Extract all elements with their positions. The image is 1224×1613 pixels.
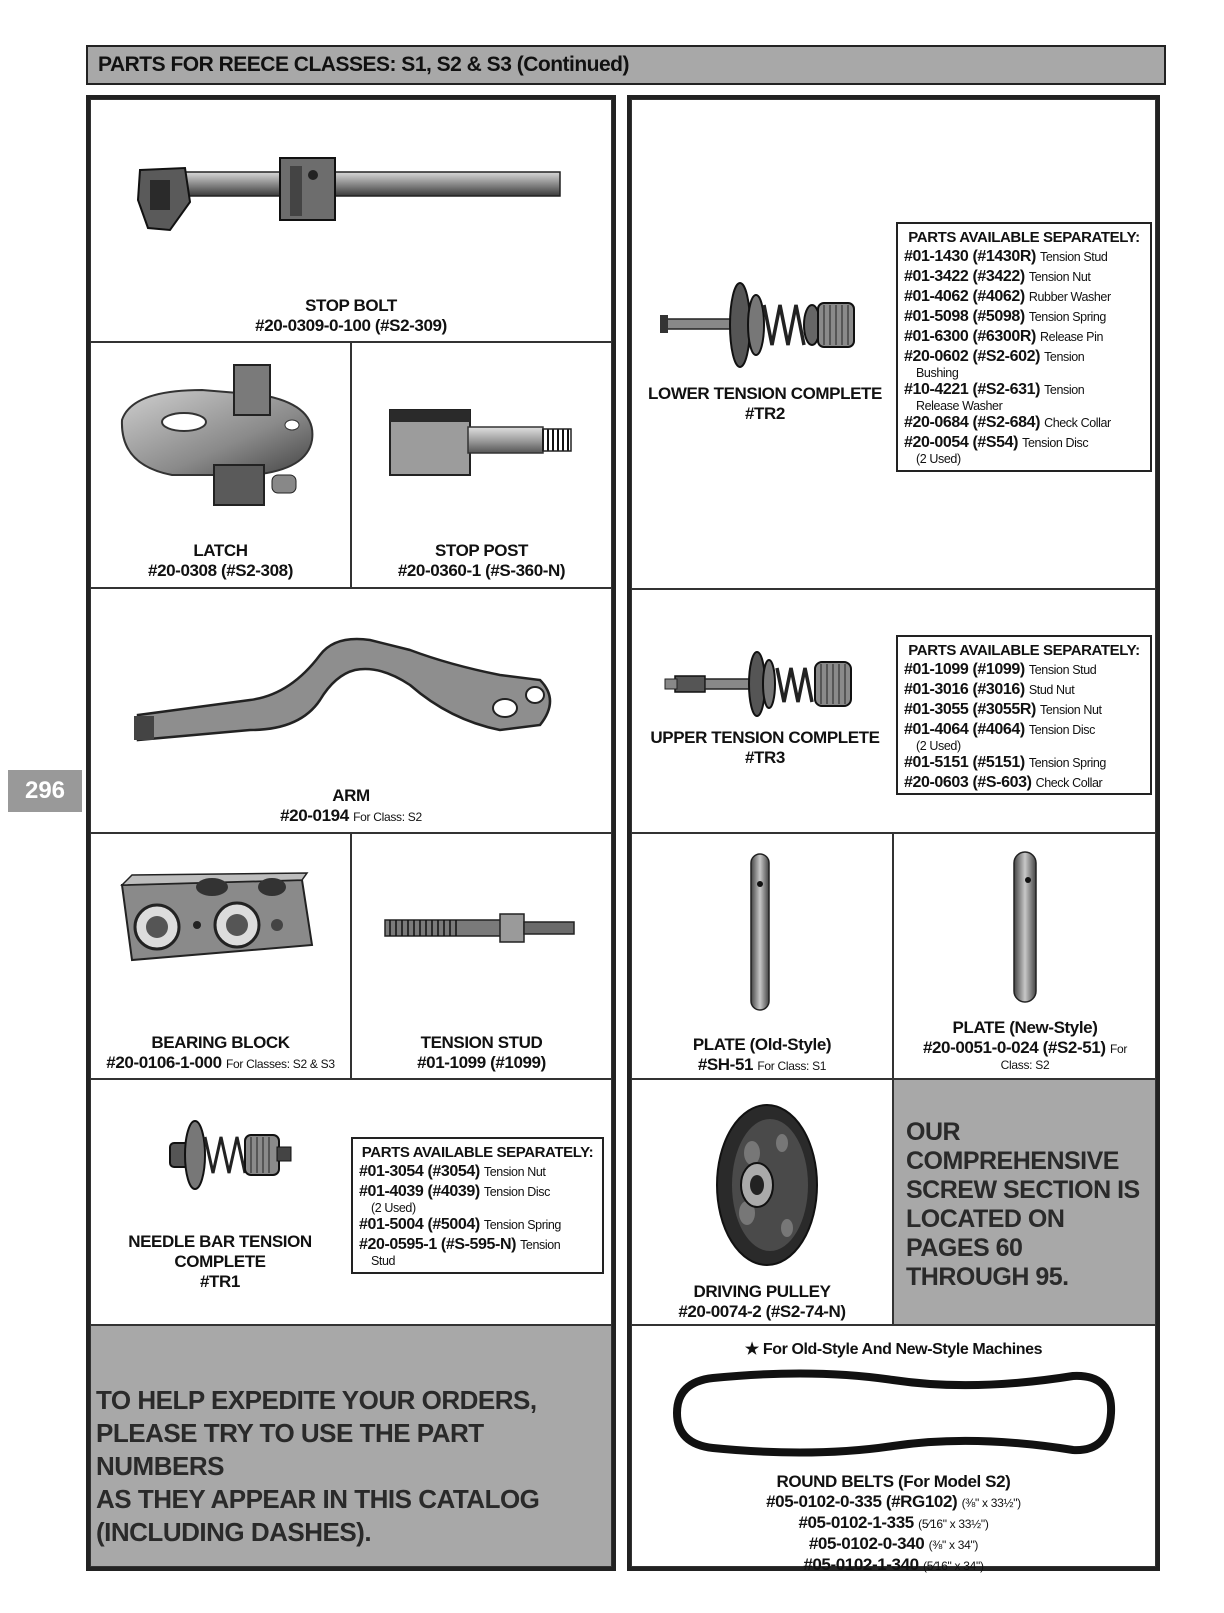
page-number: 296: [24, 777, 66, 804]
stop-post-label: [351, 541, 612, 581]
arm-image: [130, 620, 570, 750]
bearing-block-part: #20-0106-1-000: [106, 1053, 222, 1072]
section-header: [86, 45, 1166, 85]
tension-stud-part: #01-1099 (#1099): [417, 1053, 546, 1072]
latch-name: LATCH: [193, 541, 248, 560]
driving-pulley-label: [631, 1282, 893, 1322]
upper-tension-parts-title: PARTS AVAILABLE SEPARATELY:: [908, 642, 1140, 659]
needle-bar-part: #TR1: [200, 1272, 240, 1291]
stop-post-part: #20-0360-1 (#S-360-N): [397, 561, 566, 580]
lower-tension-part-row: #01-1430 (#1430R) Tension Stud: [904, 248, 1108, 265]
upper-tension-part-row: #01-1099 (#1099) Tension Stud: [904, 661, 1097, 678]
upper-tension-parts-box: [896, 635, 1152, 795]
tension-stud-image: [380, 910, 580, 950]
bearing-block-label: [90, 1033, 351, 1074]
lower-tension-part-row: #10-4221 (#S2-631) Tension Release Washer: [904, 381, 1085, 413]
upper-tension-part-row: #01-3016 (#3016) Stud Nut: [904, 681, 1075, 698]
stop-bolt-part: #20-0309-0-100 (#S2-309): [255, 316, 447, 335]
needle-bar-parts-box: [351, 1137, 604, 1274]
needle-bar-part-row: #20-0595-1 (#S-595-N) Tension Stud: [359, 1236, 561, 1268]
plate-old-name: PLATE (Old-Style): [692, 1035, 832, 1054]
lower-tension-part-row: #01-3422 (#3422) Tension Nut: [904, 268, 1091, 285]
plate-old-part: #SH-51: [697, 1055, 754, 1074]
stop-bolt-image: [130, 140, 570, 250]
lower-tension-part-row: #01-4062 (#4062) Rubber Washer: [904, 288, 1111, 305]
latch-label: [90, 541, 351, 581]
plate-old-label: [631, 1035, 893, 1076]
lower-tension-name: LOWER TENSION COMPLETE: [648, 384, 882, 403]
latch-part: #20-0308 (#S2-308): [148, 561, 293, 580]
lower-tension-label: [640, 384, 890, 424]
needle-bar-parts-title: PARTS AVAILABLE SEPARATELY:: [361, 1144, 594, 1161]
driving-pulley-image: [712, 1103, 822, 1268]
bearing-block-name: BEARING BLOCK: [151, 1033, 290, 1052]
bearing-block-note: For Classes: S2 & S3: [226, 1057, 335, 1071]
stop-bolt-name: STOP BOLT: [305, 296, 397, 315]
needle-bar-part-row: #01-3054 (#3054) Tension Nut: [359, 1163, 546, 1180]
stop-bolt-label: [90, 296, 612, 336]
upper-tension-label: [640, 728, 890, 768]
tension-stud-label: [351, 1033, 612, 1073]
lower-tension-part-row: #01-5098 (#5098) Tension Spring: [904, 308, 1106, 325]
round-belt-image: [673, 1368, 1113, 1458]
needle-bar-label: [120, 1232, 320, 1292]
plate-new-name: PLATE (New-Style): [952, 1018, 1098, 1037]
arm-note: For Class: S2: [353, 810, 422, 824]
plate-new-image: [1010, 850, 1040, 1005]
driving-pulley-part: #20-0074-2 (#S2-74-N): [678, 1302, 846, 1321]
lower-tension-part-row: #20-0684 (#S2-684) Check Collar: [904, 414, 1111, 431]
lower-tension-part-row: #20-0602 (#S2-602) Tension Bushing: [904, 348, 1085, 380]
upper-tension-part-row: #20-0603 (#S-603) Check Collar: [904, 774, 1103, 791]
order-notice: TO HELP EXPEDITE YOUR ORDERS, PLEASE TRY TO USE THE PART NUMBERS AS THEY APPEAR IN THIS CATALOG (INCLUDING DASHES).: [96, 1385, 540, 1547]
section-title: PARTS FOR REECE CLASSES: S1, S2 & S3 (Continued): [98, 53, 630, 76]
lower-tension-parts-box: [896, 222, 1152, 472]
round-belts-label: [631, 1472, 1156, 1576]
needle-bar-part-row: #01-5004 (#5004) Tension Spring: [359, 1216, 561, 1233]
needle-bar-name-2: COMPLETE: [174, 1252, 266, 1271]
arm-name: ARM: [332, 786, 370, 805]
bearing-block-image: [112, 865, 322, 975]
upper-tension-part-row: #01-5151 (#5151) Tension Spring: [904, 754, 1106, 771]
plate-new-note-a: For: [1109, 1042, 1128, 1056]
belts-star-note: ★ For Old-Style And New-Style Machines: [744, 1341, 1043, 1358]
round-belt-item: #05-0102-0-340 (⅜" x 34"): [808, 1534, 979, 1553]
upper-tension-part-row: #01-3055 (#3055R) Tension Nut: [904, 701, 1102, 718]
lower-tension-part: #TR2: [745, 404, 785, 423]
round-belts-name: ROUND BELTS (For Model S2): [776, 1472, 1011, 1491]
arm-label: [90, 786, 612, 827]
driving-pulley-name: DRIVING PULLEY: [693, 1282, 831, 1301]
lower-tension-parts-title: PARTS AVAILABLE SEPARATELY:: [908, 229, 1140, 246]
upper-tension-part: #TR3: [745, 748, 785, 767]
plate-old-image: [748, 852, 772, 1012]
plate-old-note: For Class: S1: [757, 1059, 827, 1073]
round-belt-item: #05-0102-1-335 (5⁄16" x 33½"): [798, 1513, 989, 1532]
plate-new-part: #20-0051-0-024 (#S2-51): [922, 1038, 1106, 1057]
arm-part: #20-0194: [280, 806, 349, 825]
upper-tension-image: [665, 650, 865, 720]
tension-stud-name: TENSION STUD: [420, 1033, 543, 1052]
round-belt-item: #05-0102-1-340 (5⁄16" x 34"): [803, 1555, 984, 1574]
lower-tension-part-row: #20-0054 (#S54) Tension Disc (2 Used): [904, 434, 1089, 466]
plate-new-note-b: Class: S2: [1000, 1058, 1050, 1072]
screw-section-note: OUR COMPREHENSIVE SCREW SECTION IS LOCATED ON PAGES 60 THROUGH 95.: [906, 1118, 1140, 1291]
needle-bar-part-row: #01-4039 (#4039) Tension Disc (2 Used): [359, 1183, 550, 1215]
latch-image: [112, 365, 322, 515]
stop-post-image: [380, 405, 580, 485]
round-belt-item: #05-0102-0-335 (#RG102) (⅜" x 33½"): [766, 1492, 1021, 1511]
plate-new-label: [896, 1018, 1154, 1072]
needle-bar-tension-image: [165, 1115, 295, 1205]
upper-tension-name: UPPER TENSION COMPLETE: [650, 728, 880, 747]
page-number-tab: [8, 770, 82, 812]
upper-tension-part-row: #01-4064 (#4064) Tension Disc (2 Used): [904, 721, 1095, 753]
lower-tension-image: [660, 283, 860, 373]
needle-bar-name-1: NEEDLE BAR TENSION: [128, 1232, 312, 1251]
lower-tension-part-row: #01-6300 (#6300R) Release Pin: [904, 328, 1104, 345]
stop-post-name: STOP POST: [434, 541, 529, 560]
